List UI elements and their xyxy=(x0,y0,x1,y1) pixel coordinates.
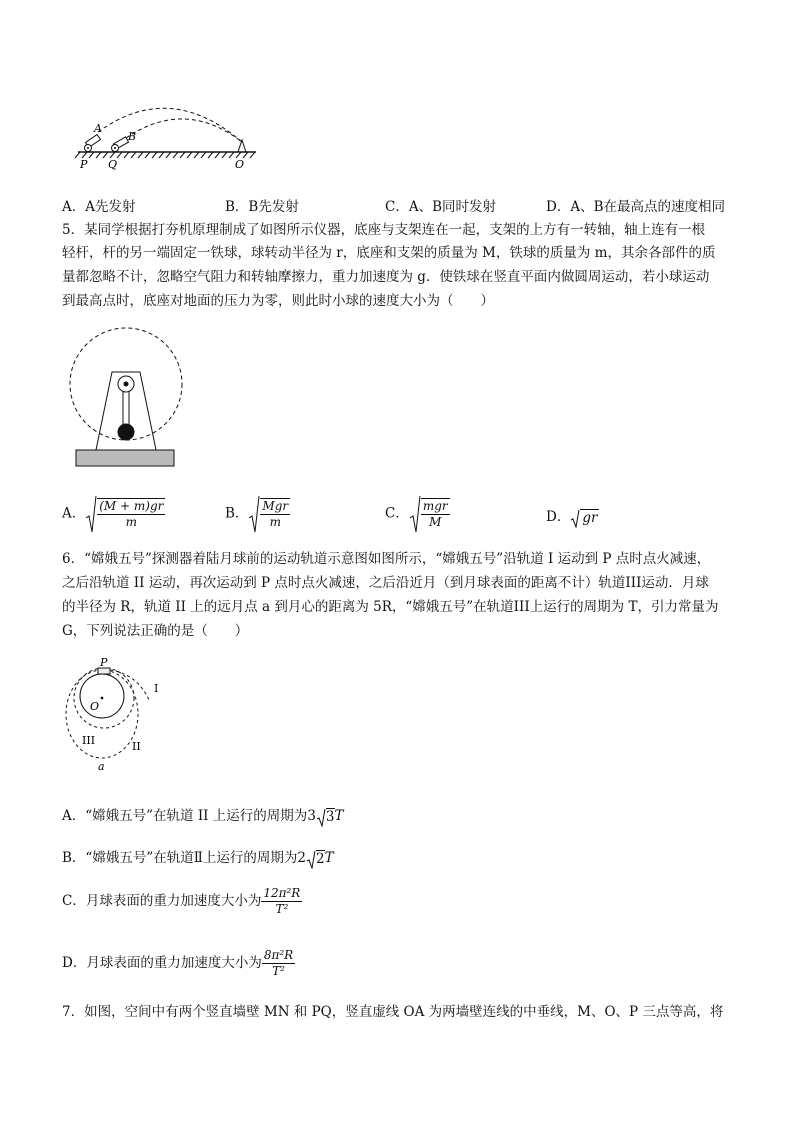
label-o: O xyxy=(90,700,100,713)
q6-stem-line-2: 之后沿轨道 II 运动，再次运动到 P 点时点火减速，之后沿近月（到月球表面的距离不计）轨道III运动．月球 xyxy=(62,575,709,591)
label-orbit-iii: III xyxy=(82,734,96,747)
q4-option-b[interactable]: B．B先发射 xyxy=(225,199,299,215)
label-orbit-ii: II xyxy=(132,740,141,753)
q5-option-a[interactable]: A． $\frac{(M + m)gr}{m}$ xyxy=(62,494,165,534)
q4-option-c[interactable]: C．A、B同时发射 xyxy=(385,199,496,215)
label-orbit-i: I xyxy=(154,682,159,695)
label-q: Q xyxy=(108,158,118,171)
label-p: P xyxy=(100,656,108,669)
q6-option-b[interactable]: B．“嫦娥五号”在轨道Ⅱ上运行的周期为2 2 T xyxy=(62,850,334,867)
q5-option-c[interactable]: C． $\frac{\text{mgr}}{M}$ xyxy=(385,494,450,534)
q6-option-d[interactable]: D．月球表面的重力加速度大小为 $\frac{\text{8π²R}}{\text{T²}}$ xyxy=(62,948,294,978)
label-b: B xyxy=(128,130,137,143)
q6-option-c[interactable]: C．月球表面的重力加速度大小为 $\frac{\text{12π²R}}{\text{T²}}$ xyxy=(62,886,301,916)
q5-stem-line-2: 轻杆，杆的另一端固定一铁球，球转动半径为 r，底座和支架的质量为 M，铁球的质量为 m，其余各部件的质 xyxy=(62,245,716,261)
q5-stem-line-4: 到最高点时，底座对地面的压力为零，则此时小球的速度大小为（ ） xyxy=(62,293,494,309)
q7-stem-line-1: 7．如图，空间中有两个竖直墙壁 MN 和 PQ，竖直虚线 OA 为两墙壁连线的中垂线，M、O、P 三点等高，将 xyxy=(62,1004,724,1020)
cannon-a-icon xyxy=(85,135,101,152)
projectile-launch-figure xyxy=(70,100,270,175)
q6-stem-line-4: G，下列说法正确的是（ ） xyxy=(62,623,249,639)
q4-option-a[interactable]: A．A先发射 xyxy=(62,199,136,215)
label-p: P xyxy=(80,158,88,171)
label-a: A xyxy=(94,122,102,135)
q6-stem-line-1: 6．“嫦娥五号”探测器着陆月球前的运动轨道示意图如图所示，“嫦娥五号”沿轨道 I 运动到 P 点时点火减速， xyxy=(62,551,711,567)
cannon-b-icon xyxy=(112,137,129,152)
q5-stem-line-3: 量都忽略不计，忽略空气阻力和转轴摩擦力，重力加速度为 g．使铁球在竖直平面内做圆周运动，若小球运动 xyxy=(62,269,710,285)
label-a: a xyxy=(98,760,105,773)
rammer-apparatus-figure xyxy=(68,320,188,472)
q6-stem-line-3: 的半径为 R，轨道 II 上的远月点 a 到月心的距离为 5R，“嫦娥五号”在轨道III上运行的周期为 T，引力常量为 xyxy=(62,599,719,615)
q4-option-d[interactable]: D．A、B在最高点的速度相同 xyxy=(546,199,725,215)
q5-option-b[interactable]: B． $\frac{\text{Mgr}}{m}$ xyxy=(225,494,290,534)
label-o: O xyxy=(235,158,245,171)
q6-option-a[interactable]: A．“嫦娥五号”在轨道 II 上运行的周期为3 3 T xyxy=(62,808,344,825)
q5-option-d[interactable]: D． gr xyxy=(546,509,598,526)
lunar-orbit-figure xyxy=(60,652,180,777)
q5-stem-line-1: 5．某同学根据打夯机原理制成了如图所示仪器，底座与支架连在一起，支架的上方有一转轴，轴上连有一根 xyxy=(62,222,706,238)
